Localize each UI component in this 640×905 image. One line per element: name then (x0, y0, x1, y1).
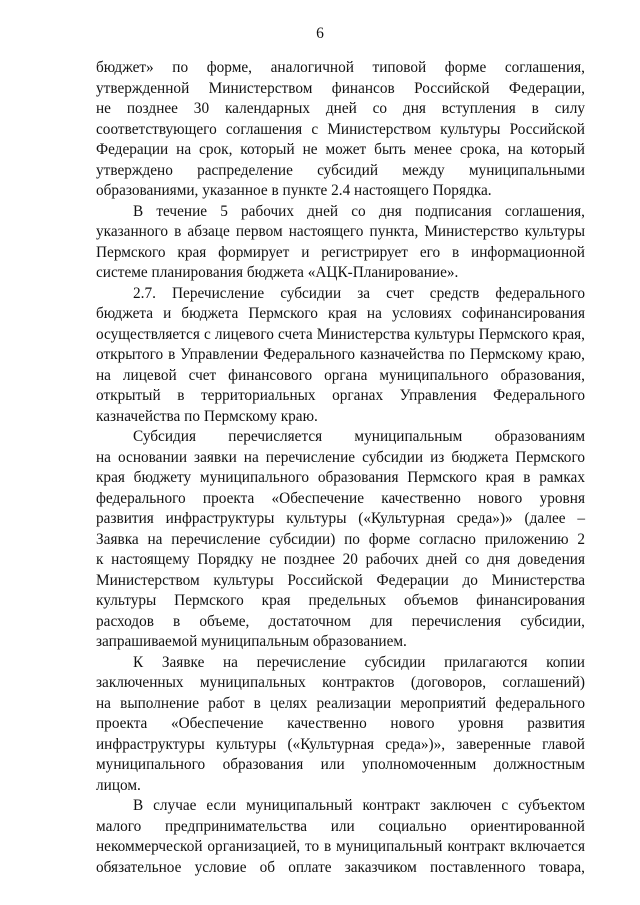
text-line: на лицевой счет финансового органа муниципального образования, (96, 366, 585, 384)
text-line: Заявка на перечисление субсидии) по форме согласно приложению 2 (96, 530, 585, 548)
text-line: лицом. (96, 776, 141, 794)
text-line: на основании заявки на перечисление субсидии из бюджета Пермского (96, 448, 585, 466)
text-line: открытый в территориальных органах Управления Федерального (96, 387, 585, 404)
text-line: федерального проекта «Обеспечение качественно нового уровня (96, 489, 585, 507)
text-line: заключенных муниципальных контрактов (договоров, соглашений) (96, 674, 585, 691)
text-line: В случае если муниципальный контракт заключен с субъектом (133, 797, 585, 814)
body-text (96, 58, 585, 878)
text-line: казначейства по Пермскому краю. (96, 407, 318, 425)
text-line: обязательное условие об оплате заказчиком поставленного товара, (96, 858, 585, 876)
text-line: утвержденной Министерством финансов Российской Федерации, (96, 79, 585, 97)
text-line: на выполнение работ в целях реализации мероприятий федерального (96, 694, 585, 712)
text-line: образованиями, указанное в пункте 2.4 настоящего Порядка. (96, 182, 492, 199)
text-line: осуществляется с лицевого счета Министерства культуры Пермского края, (96, 325, 585, 343)
text-line: открытого в Управлении Федерального казначейства по Пермскому краю, (96, 346, 585, 363)
paragraph (96, 427, 585, 653)
text-line: проекта «Обеспечение качественно нового уровня развития (96, 715, 585, 732)
text-line: культуры Пермского края предельных объемов финансирования (96, 592, 585, 609)
text-line: к настоящему Порядку не позднее 20 рабочих дней со дня доведения (96, 551, 585, 568)
text-line: малого предпринимательства или социально ориентированной (96, 817, 585, 835)
paragraph (96, 202, 585, 284)
paragraph (96, 58, 585, 202)
text-line: 2.7. Перечисление субсидии за счет средств федерального (133, 284, 585, 302)
text-line: Министерством культуры Российской Федерации до Министерства (96, 571, 585, 589)
text-line: К Заявке на перечисление субсидии прилагаются копии (133, 653, 585, 671)
text-line: соответствующего соглашения с Министерством культуры Российской (96, 120, 585, 138)
paragraph (96, 284, 585, 428)
text-line: муниципального образования или уполномоченным должностным (96, 756, 585, 773)
text-line: некоммерческой организацией, то в муниципальный контракт включается (96, 838, 585, 855)
text-line: развития инфраструктуры культуры («Культурная среда»)» (далее – (96, 510, 585, 527)
text-line: расходов в объеме, достаточном для перечисления субсидии, (96, 612, 585, 630)
text-line: Пермского края формирует и регистрирует его в информационной (96, 243, 585, 261)
paragraph (96, 653, 585, 797)
text-line: запрашиваемой муниципальным образованием. (96, 633, 407, 650)
text-line: бюджет» по форме, аналогичной типовой форме соглашения, (96, 59, 585, 76)
text-line: Субсидия перечисляется муниципальным образованиям (133, 428, 585, 445)
text-line: инфраструктуры культуры («Культурная среда»)», заверенные главой (96, 735, 585, 753)
paragraph (96, 796, 585, 878)
text-line: бюджета и бюджета Пермского края на условиях софинансирования (96, 305, 585, 322)
text-line: В течение 5 рабочих дней со дня подписания соглашения, (133, 202, 585, 220)
page-number: 6 (316, 25, 324, 42)
text-line: утверждено распределение субсидий между муниципальными (96, 161, 585, 179)
text-line: не позднее 30 календарных дней со дня вступления в силу (96, 100, 585, 117)
text-line: края бюджету муниципального образования Пермского края в рамках (96, 469, 585, 486)
text-line: системе планирования бюджета «АЦК-Планирование». (96, 264, 459, 281)
text-line: Федерации на срок, который не может быть менее срока, на который (96, 141, 585, 158)
text-line: указанного в абзаце первом настоящего пункта, Министерство культуры (96, 223, 585, 240)
